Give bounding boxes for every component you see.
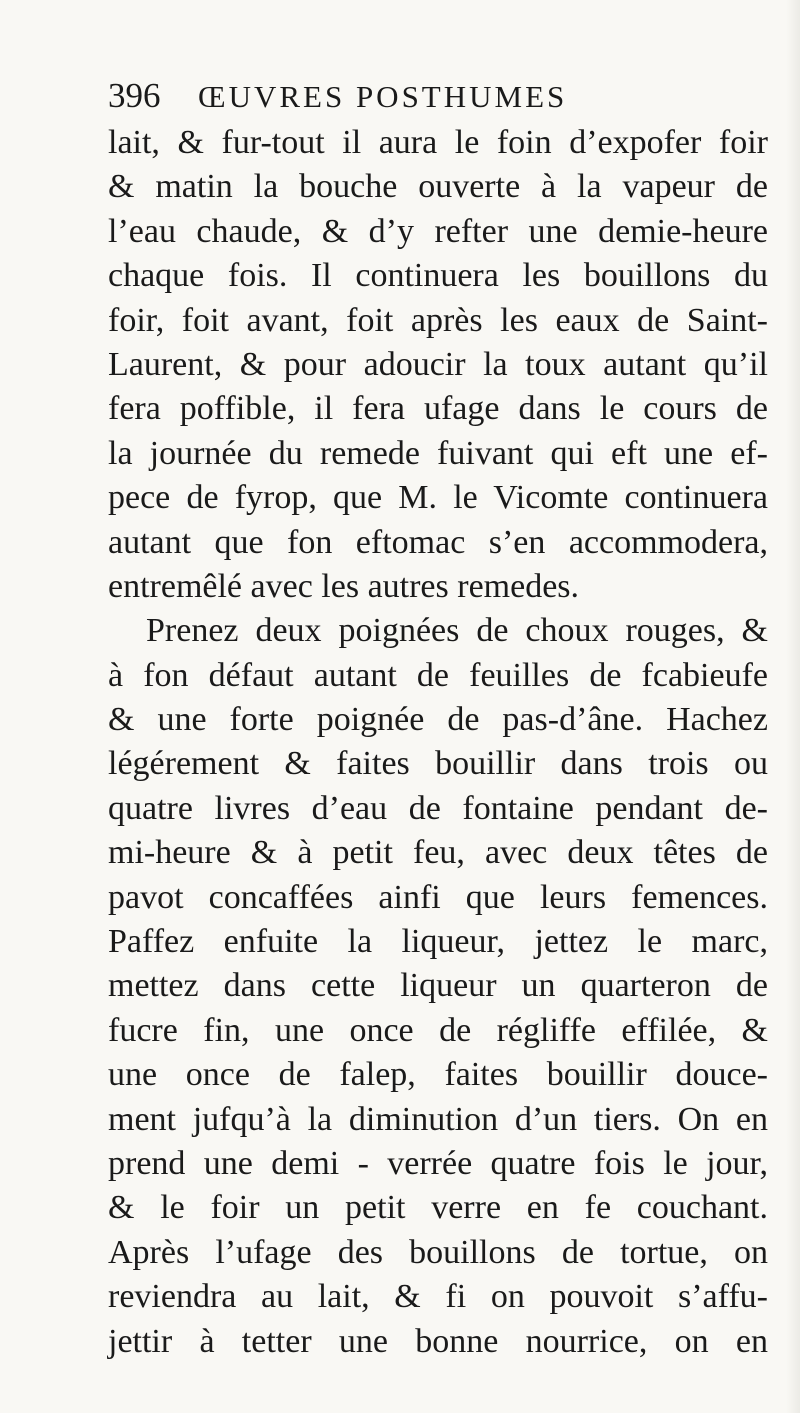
text-line: mettez dans cette liqueur un quarteron de	[108, 967, 768, 1005]
text-line: Prenez deux poignées de choux rouges, &	[146, 612, 768, 650]
text-line: une once de falep, faites bouillir douce-	[108, 1056, 768, 1094]
page-edge	[786, 0, 800, 1413]
body-text	[108, 121, 768, 1364]
text-line: Après l’ufage des bouillons de tortue, on	[108, 1233, 768, 1271]
text-line: pavot concaffées ainfi que leurs femences.	[108, 878, 768, 916]
page-number: 396	[108, 76, 161, 115]
text-line: & le foir un petit verre en fe couchant.	[108, 1189, 768, 1227]
page-header	[108, 76, 768, 117]
text-line: jettir à tetter une bonne nourrice, on en	[108, 1322, 768, 1360]
text-line: quatre livres d’eau de fontaine pendant de-	[108, 789, 768, 827]
text-line: prend une demi - verrée quatre fois le jour,	[108, 1144, 768, 1182]
text-line: & matin la bouche ouverte à la vapeur de	[108, 168, 768, 206]
text-line: lait, & fur-tout il aura le foin d’expofer foir	[108, 124, 768, 161]
text-line: la journée du remede fuivant qui eft une ef-	[108, 434, 768, 472]
text-line: mi-heure & à petit feu, avec deux têtes de	[108, 834, 768, 872]
text-line: Laurent, & pour adoucir la toux autant qu’il	[108, 345, 768, 383]
text-line: entremêlé avec les autres remedes.	[108, 567, 580, 605]
text-line: foir, foit avant, foit après les eaux de Saint-	[108, 301, 768, 339]
text-line: reviendra au lait, & fi on pouvoit s’affu-	[108, 1278, 768, 1316]
text-line: l’eau chaude, & d’y refter une demie-heure	[108, 212, 768, 250]
text-line: ment jufqu’à la diminution d’un tiers. On en	[108, 1100, 768, 1138]
text-line: chaque fois. Il continuera les bouillons du	[108, 257, 768, 295]
text-line: Paffez enfuite la liqueur, jettez le marc,	[108, 923, 768, 961]
text-line: à fon défaut autant de feuilles de fcabieufe	[108, 656, 768, 694]
text-line: fera poffible, il fera ufage dans le cours de	[108, 390, 768, 428]
text-line: fucre fin, une once de régliffe effilée, &	[108, 1011, 768, 1049]
text-line: autant que fon eftomac s’en accommodera,	[108, 523, 768, 561]
text-line: pece de fyrop, que M. le Vicomte continuera	[108, 479, 768, 517]
text-line: légérement & faites bouillir dans trois ou	[108, 745, 768, 783]
text-line: & une forte poignée de pas-d’âne. Hachez	[108, 701, 768, 739]
running-head: ŒUVRES POSTHUMES	[198, 79, 568, 114]
